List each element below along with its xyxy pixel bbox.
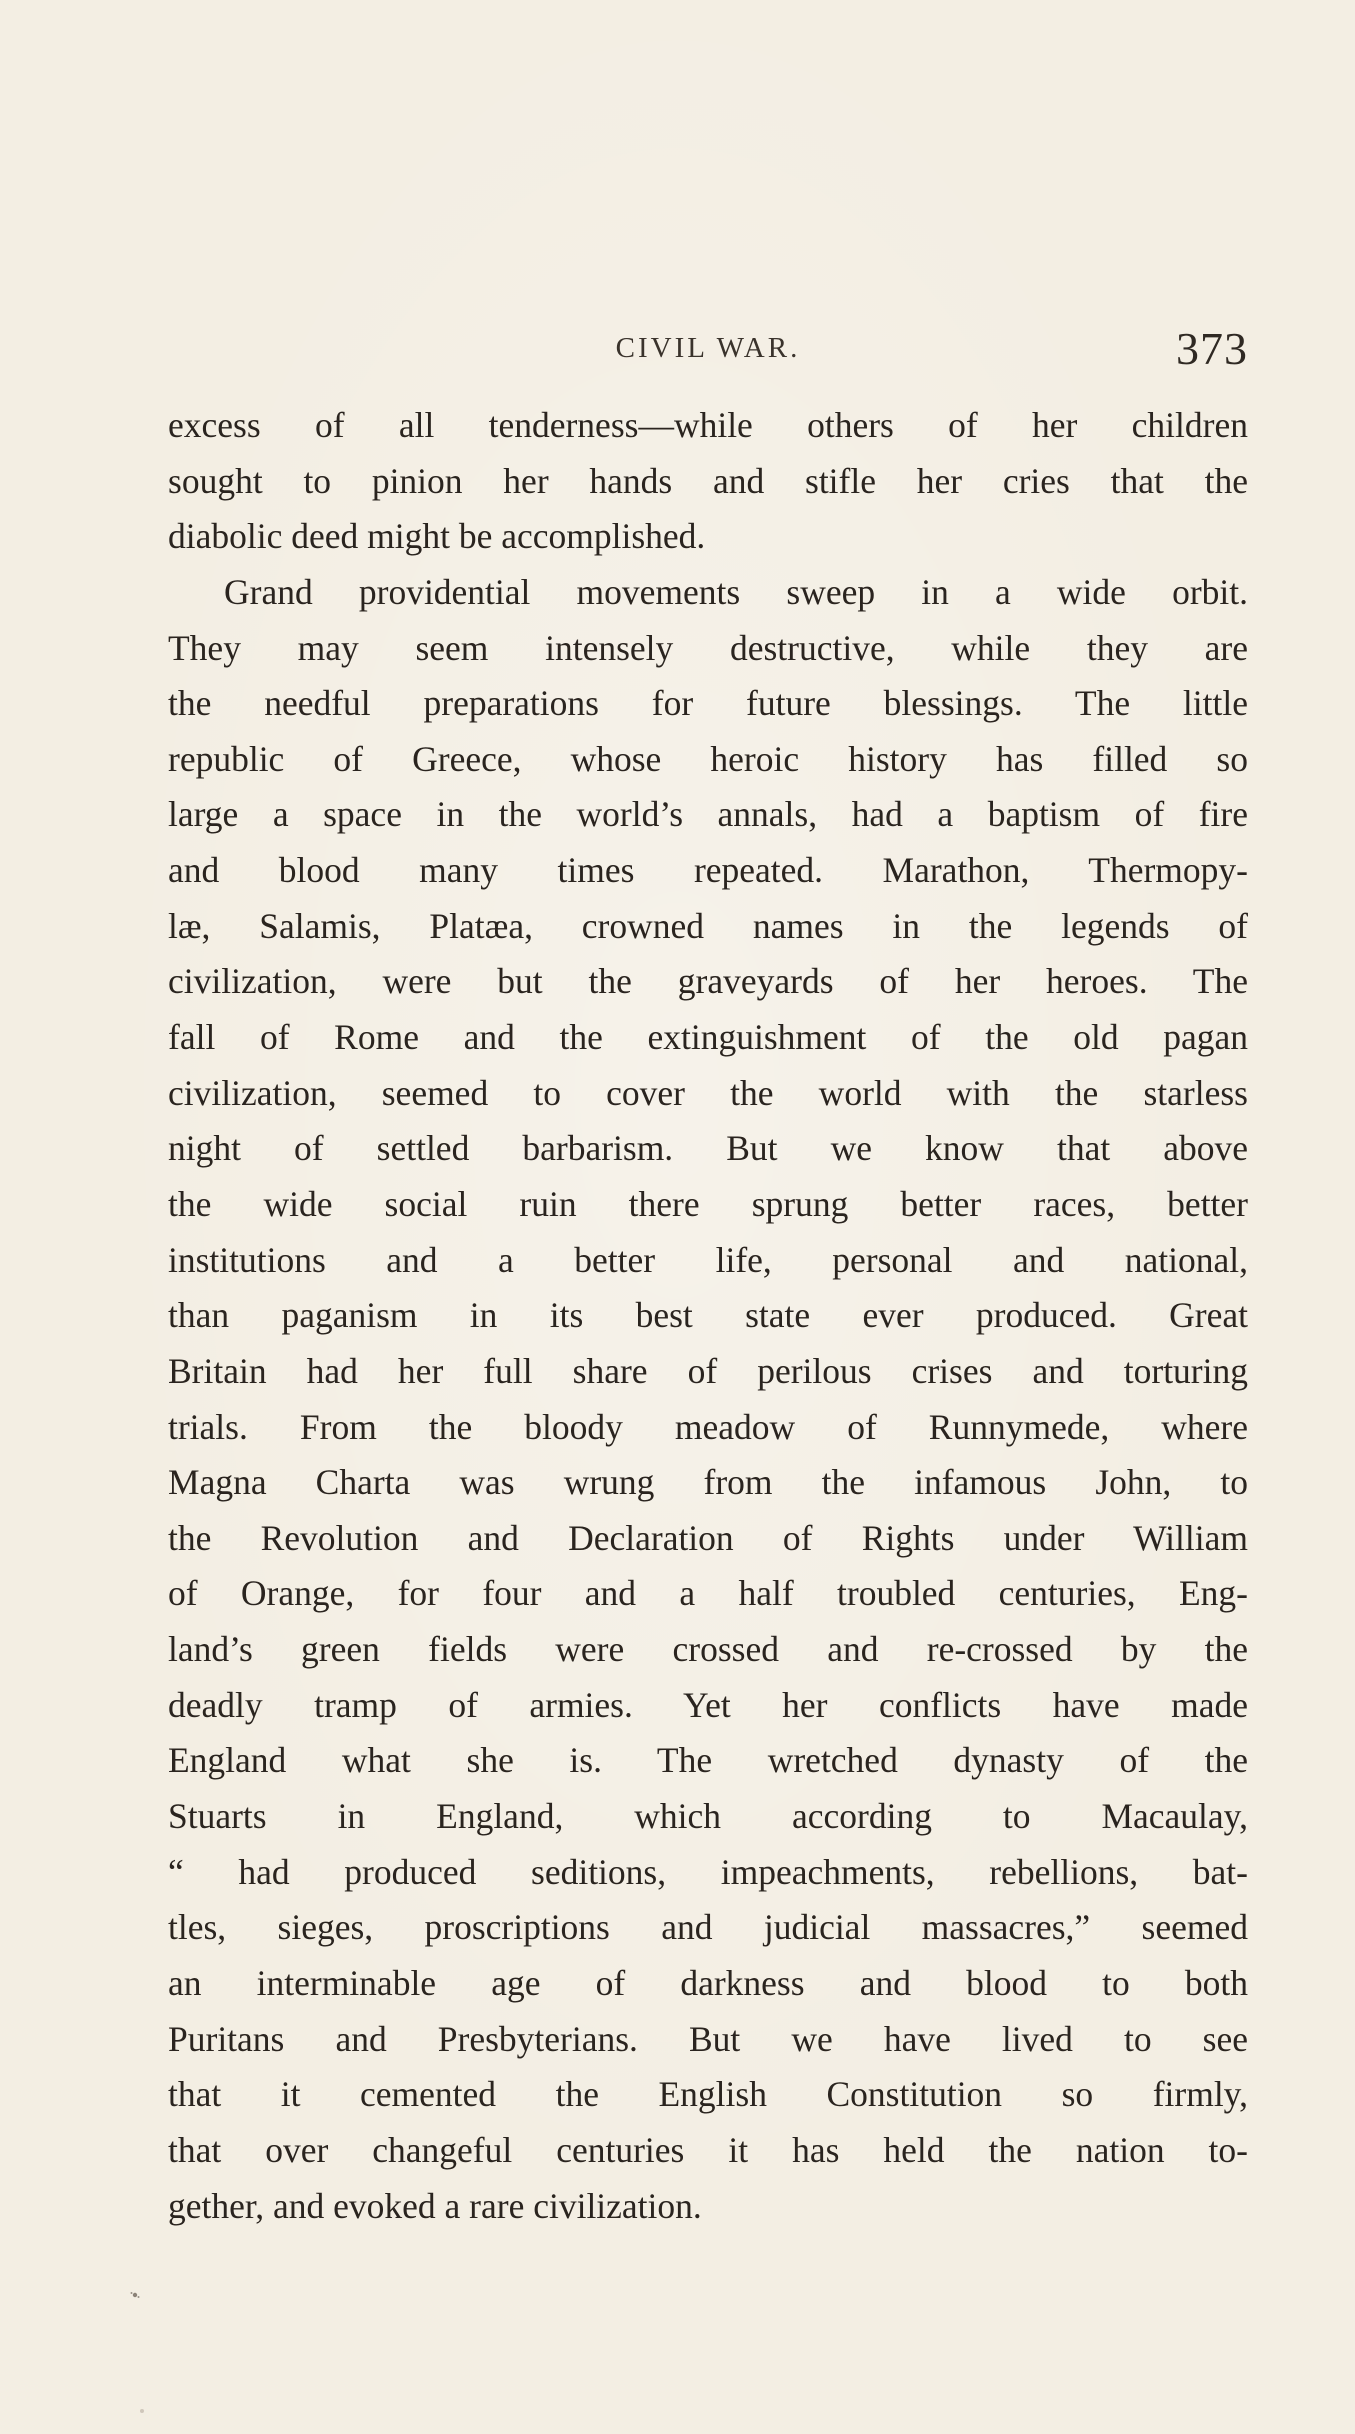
- text-line: diabolic deed might be accomplished.: [168, 516, 706, 557]
- text-line: They may seem intensely destructive, while they are: [168, 627, 1248, 668]
- text-line: land’s green fields were crossed and re-crossed by the: [168, 1629, 1248, 1670]
- text-line: Stuarts in England, which according to Macaulay,: [168, 1796, 1248, 1837]
- text-line: trials. From the bloody meadow of Runnymede, where: [168, 1406, 1248, 1447]
- running-head: [168, 322, 1248, 382]
- page-number: 373: [1176, 323, 1248, 374]
- text-line: England what she is. The wretched dynasty of the: [168, 1740, 1248, 1781]
- text-line: the Revolution and Declaration of Rights under William: [168, 1517, 1248, 1558]
- ink-speck: [128, 2288, 142, 2302]
- text-line: the needful preparations for future blessings. The little: [168, 683, 1248, 724]
- text-line: and blood many times repeated. Marathon, Thermopy-: [168, 850, 1248, 891]
- text-line: Magna Charta was wrung from the infamous John, to: [168, 1462, 1248, 1503]
- text-line: deadly tramp of armies. Yet her conflicts have made: [168, 1684, 1248, 1725]
- text-line: than paganism in its best state ever produced. Great: [168, 1295, 1248, 1336]
- text-line: sought to pinion her hands and stifle her cries that the: [168, 460, 1248, 501]
- text-line: excess of all tenderness—while others of her children: [168, 405, 1248, 445]
- text-line: fall of Rome and the extinguishment of the old pagan: [168, 1017, 1248, 1058]
- text-line: gether, and evoked a rare civilization.: [168, 2185, 702, 2226]
- text-line: Britain had her full share of perilous crises and torturing: [168, 1350, 1248, 1391]
- text-line: large a space in the world’s annals, had a baptism of fire: [168, 794, 1248, 835]
- text-line: tles, sieges, proscriptions and judicial massacres,” seemed: [168, 1907, 1248, 1948]
- text-line: republic of Greece, whose heroic history has filled so: [168, 738, 1248, 779]
- text-line: that over changeful centuries it has held the nation to-: [168, 2129, 1248, 2170]
- ink-speck-icon: [128, 2288, 142, 2302]
- text-line: læ, Salamis, Platæa, crowned names in the legends of: [168, 905, 1248, 946]
- body-text: [168, 398, 1248, 2234]
- text-line: the wide social ruin there sprung better races, better: [168, 1183, 1248, 1224]
- text-line: Puritans and Presbyterians. But we have lived to see: [168, 2018, 1248, 2059]
- text-line: civilization, seemed to cover the world with the starless: [168, 1072, 1248, 1113]
- text-line: an interminable age of darkness and blood to both: [168, 1962, 1248, 2003]
- paper-speck: [140, 2409, 144, 2413]
- text-line: civilization, were but the graveyards of her heroes. The: [168, 961, 1248, 1002]
- text-line: “ had produced seditions, impeachments, rebellions, bat-: [168, 1851, 1248, 1892]
- text-line: institutions and a better life, personal and national,: [168, 1239, 1248, 1280]
- text-line: of Orange, for four and a half troubled centuries, Eng-: [168, 1573, 1248, 1614]
- text-line: that it cemented the English Constitution so firmly,: [168, 2074, 1248, 2115]
- text-line: night of settled barbarism. But we know that above: [168, 1128, 1248, 1169]
- chapter-title: CIVIL WAR.: [615, 332, 801, 364]
- paragraph-first-line: Grand providential movements sweep in a wide orbit.: [224, 571, 1248, 612]
